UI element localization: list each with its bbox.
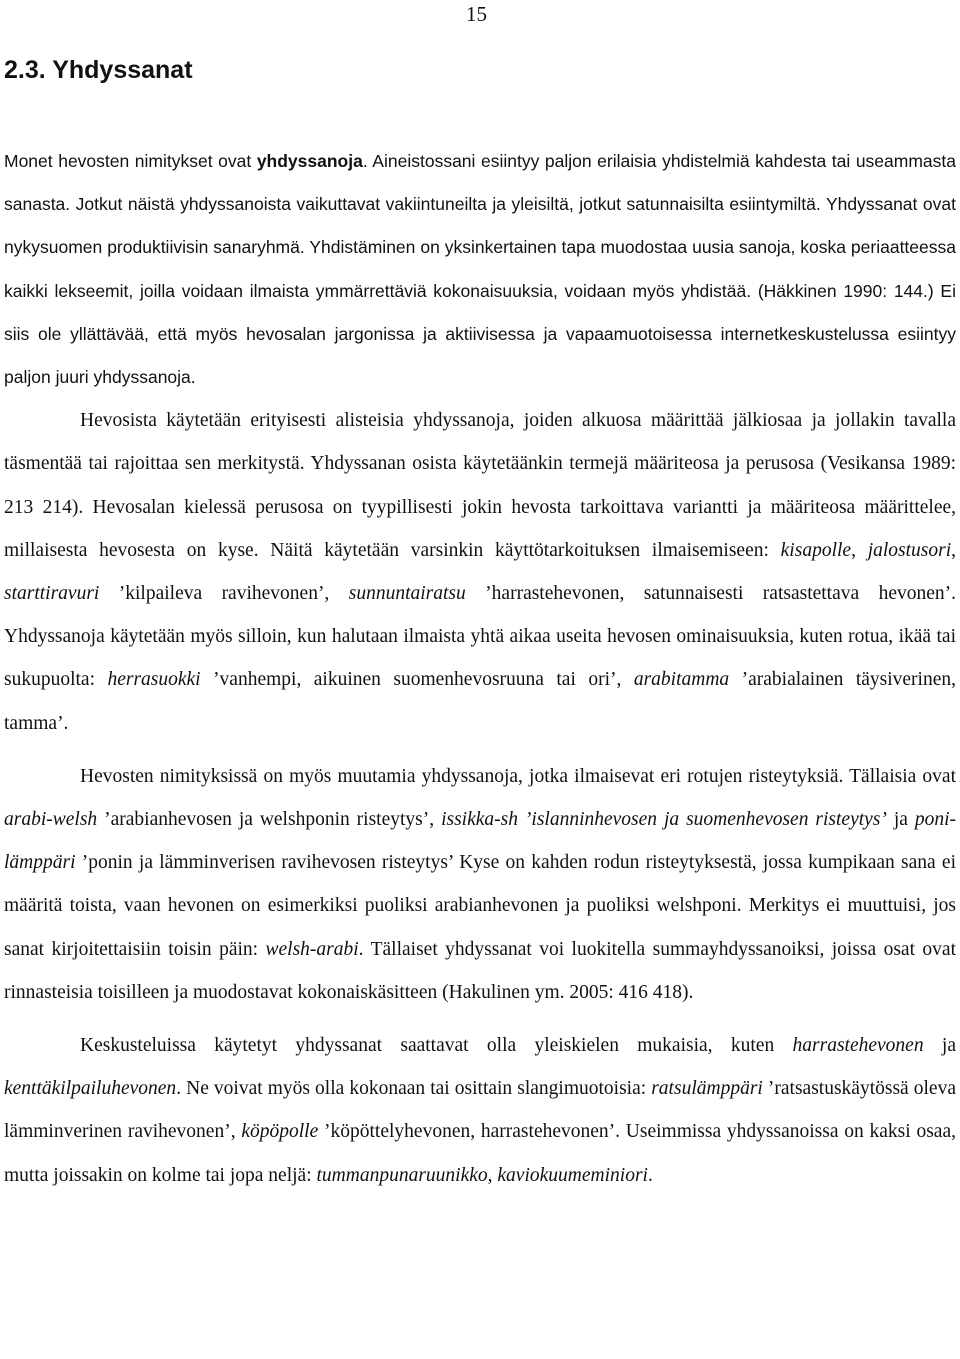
text-run: ’arabialainen täysiverinen, tamma’. — [4, 669, 957, 734]
italic-term: poni-lämppäri — [4, 809, 957, 874]
text-run: Keskusteluissa käytetyt yhdyssanat saattavat olla yleiskielen mukaisia, kuten — [80, 1035, 793, 1057]
paragraph-4 — [4, 1024, 956, 1197]
italic-term: sunnuntairatsu — [348, 583, 466, 605]
section-heading: 2.3. Yhdyssanat — [4, 56, 193, 84]
text-run: Hevosista käytetään erityisesti alisteisia yhdyssanoja, joiden alkuosa määrittää jälkiosaa ja jollakin tavalla täsmentää tai rajoittaa sen merkitystä. Yhdyssanan osista käytetäänkin termejä määriteosa ja perusosa (Vesikansa 1989: 213 214). Hevosalan kielessä perusosa on tyypillisesti jokin hevosta tarkoittava variantti ja määriteosa määrittelee, millaisesta hevosesta on kyse. Näitä käytetään varsinkin käyttötarkoituksen ilmaisemiseen: — [4, 410, 956, 561]
italic-term: kisapolle — [780, 539, 852, 561]
italic-term: arabi-welsh — [4, 809, 98, 831]
italic-term: ratsulämppäri — [651, 1078, 763, 1100]
text-run: ja — [886, 809, 915, 831]
italic-term: tummanpunaruunikko — [316, 1164, 488, 1186]
italic-term: kaviokuumeminiori — [497, 1164, 648, 1186]
text-run: . Ne voivat myös olla kokonaan tai osittain slangimuotoisia: — [176, 1078, 652, 1100]
text-run: ’köpöttelyhevonen, harrastehevonen’. Useimmissa yhdyssanoissa on kaksi osaa, mutta joissakin on kolme tai jopa neljä: — [4, 1121, 956, 1186]
italic-term: issikka-sh ’islanninhevosen ja suomenhevosen risteytys’ — [441, 809, 887, 831]
paragraph-1 — [4, 140, 956, 399]
text-run: ’ratsastuskäytössä oleva lämminverinen ravihevonen’, — [4, 1078, 956, 1143]
text-run: ’ponin ja lämminverisen ravihevosen risteytys’ Kyse on kahden rodun risteytyksestä, jossa kumpikaan sana ei määritä toista, vaan hevonen on esimerkiksi puoliksi arabianhevonen ja puoliksi welshponi. Merkitys ei muuttuisi, jos sanat kirjoitettaisiin toisin päin: — [4, 852, 956, 960]
bold-term: yhdyssanoja — [256, 151, 363, 171]
text-run: , — [851, 539, 868, 561]
italic-term: jalostusori — [867, 539, 952, 561]
paragraph-3 — [4, 755, 956, 1014]
text-run: ’vanhempi, aikuinen suomenhevosruuna tai ori’, — [200, 669, 634, 691]
text-run: , — [951, 539, 956, 561]
body-text — [4, 140, 956, 1197]
text-run: ’arabianhevosen ja welshponin risteytys’, — [97, 809, 442, 831]
text-run: . — [647, 1164, 653, 1186]
text-run: ’harrastehevonen, satunnaisesti ratsastettava hevonen’. Yhdyssanoja käytetään myös silloin, kun halutaan ilmaista yhtä aikaa useita hevosen ominaisuuksia, kuten rotua, ikää tai sukupuolta: — [4, 583, 957, 691]
italic-term: welsh-arabi — [265, 938, 359, 960]
italic-term: kenttäkilpailuhevonen — [4, 1078, 177, 1100]
paragraph-2 — [4, 399, 956, 745]
italic-term: arabitamma — [633, 669, 730, 691]
text-run: . Tällaiset yhdyssanat voi luokitella summayhdyssanoiksi, joissa osat ovat rinnasteisia toisilleen ja muodostavat kokonaiskäsitteen (Hakulinen ym. 2005: 416 418). — [4, 938, 956, 1003]
text-run: , — [487, 1164, 498, 1186]
text-run: ’kilpaileva ravihevonen’, — [99, 583, 349, 605]
text-run: Hevosten nimityksissä on myös muutamia yhdyssanoja, jotka ilmaisevat eri rotujen risteytyksiä. Tällaisia ovat — [80, 765, 956, 787]
text-run: Monet hevosten nimitykset ovat — [4, 151, 257, 171]
text-run: . Aineistossani esiintyy paljon erilaisia yhdistelmiä kahdesta tai useammasta sanasta. Jotkut näistä yhdyssanoista vaikuttavat vakiintuneilta ja yleisiltä, jotkut satunnaisilta esiintymiltä. Yhdyssanat ovat nykysuomen produktiivisin sanaryhmä. Yhdistäminen on yksinkertainen tapa muodostaa uusia sanoja, koska periaatteessa kaikki lekseemit, joilla voidaan ilmaista ymmärrettäviä kokonaisuuksia, voidaan myös yhdistää. (Häkkinen 1990: 144.) Ei siis ole yllättävää, että myös hevosalan jargonissa ja aktiivisessa ja vapaamuotoisessa internetkeskustelussa esiintyy paljon juuri yhdyssanoja. — [4, 151, 957, 388]
text-run: ja — [923, 1035, 956, 1057]
page-number: 15 — [466, 2, 487, 26]
italic-term: harrastehevonen — [792, 1035, 924, 1057]
italic-term: köpöpolle — [241, 1121, 319, 1143]
italic-term: herrasuokki — [107, 669, 201, 691]
italic-term: starttiravuri — [4, 583, 100, 605]
